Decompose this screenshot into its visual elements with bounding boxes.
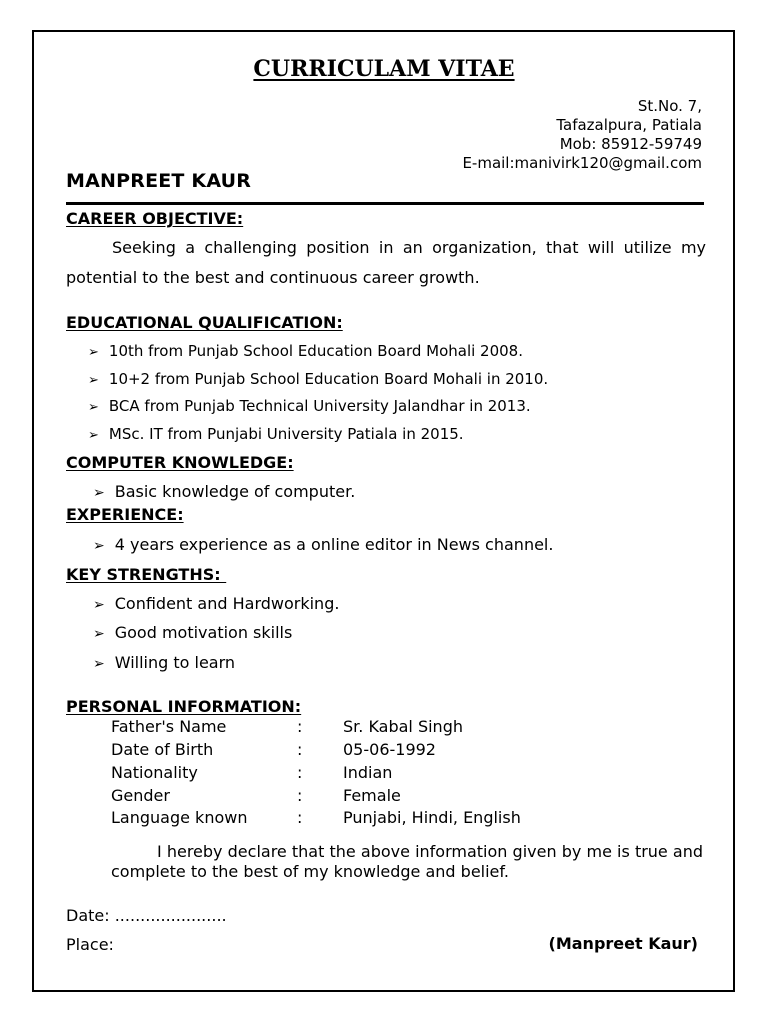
name-divider xyxy=(66,202,704,205)
key-strength-item xyxy=(93,623,292,642)
candidate-name: MANPREET KAUR xyxy=(66,170,252,192)
education-item xyxy=(88,370,548,388)
arrowhead-bullet-icon: ➢ xyxy=(88,400,99,415)
address-mobile: Mob: 85912-59749 xyxy=(559,135,702,153)
experience-item xyxy=(93,535,553,554)
career-objective-body: Seeking a challenging position in an organization, that will utilize my potential to the best and continuous career growth. xyxy=(66,238,706,287)
personal-info-row xyxy=(111,763,611,786)
education-item-text: MSc. IT from Punjabi University Patiala in 2015. xyxy=(108,425,464,443)
personal-info-label: Date of Birth xyxy=(111,740,214,759)
computer-knowledge-text: Basic knowledge of computer. xyxy=(114,482,356,501)
personal-info-value: 05-06-1992 xyxy=(343,740,436,759)
experience-text: 4 years experience as a online editor in News channel. xyxy=(114,535,554,554)
personal-info-value: Indian xyxy=(343,763,393,782)
signature-name: (Manpreet Kaur) xyxy=(548,934,698,953)
declaration-body: I hereby declare that the above information given by me is true and complete to the best of my knowledge and belief. xyxy=(111,842,703,881)
personal-info-row xyxy=(111,786,611,809)
key-strength-text: Confident and Hardworking. xyxy=(114,594,340,613)
career-objective-heading: CAREER OBJECTIVE: xyxy=(66,209,244,228)
personal-info-separator: : xyxy=(297,808,303,827)
education-item xyxy=(88,425,464,443)
arrowhead-bullet-icon: ➢ xyxy=(93,626,105,642)
arrowhead-bullet-icon: ➢ xyxy=(88,428,99,443)
experience-heading: EXPERIENCE: xyxy=(66,505,184,524)
address-email: E-mail:manivirk120@gmail.com xyxy=(462,154,702,172)
personal-info-row xyxy=(111,808,611,831)
date-line: Date: ...................... xyxy=(66,906,227,925)
address-street: St.No. 7, xyxy=(637,97,702,115)
education-item-text: BCA from Punjab Technical University Jalandhar in 2013. xyxy=(108,397,531,415)
education-item xyxy=(88,397,531,415)
page-title: CURRICULAM VITAE xyxy=(253,56,515,82)
personal-info-label: Nationality xyxy=(111,763,198,782)
education-heading: EDUCATIONAL QUALIFICATION: xyxy=(66,313,343,332)
address-locality: Tafazalpura, Patiala xyxy=(556,116,702,134)
career-objective-text xyxy=(66,233,706,293)
personal-info-separator: : xyxy=(297,717,303,736)
arrowhead-bullet-icon: ➢ xyxy=(93,656,105,672)
contact-address xyxy=(462,97,702,173)
education-item-text: 10th from Punjab School Education Board Mohali 2008. xyxy=(108,342,523,360)
education-item-text: 10+2 from Punjab School Education Board Mohali in 2010. xyxy=(108,370,549,388)
personal-info-value: Punjabi, Hindi, English xyxy=(343,808,521,827)
arrowhead-bullet-icon: ➢ xyxy=(93,485,105,501)
computer-knowledge-heading: COMPUTER KNOWLEDGE: xyxy=(66,453,294,472)
personal-info-label: Gender xyxy=(111,786,170,805)
place-line: Place: xyxy=(66,935,114,954)
education-item xyxy=(88,342,523,360)
personal-information-heading: PERSONAL INFORMATION: xyxy=(66,697,302,716)
key-strength-text: Willing to learn xyxy=(114,653,236,672)
arrowhead-bullet-icon: ➢ xyxy=(88,373,99,388)
personal-info-value: Female xyxy=(343,786,401,805)
arrowhead-bullet-icon: ➢ xyxy=(93,597,105,613)
key-strength-text: Good motivation skills xyxy=(114,623,293,642)
arrowhead-bullet-icon: ➢ xyxy=(93,538,105,554)
personal-info-row xyxy=(111,717,611,740)
personal-info-separator: : xyxy=(297,763,303,782)
personal-info-row xyxy=(111,740,611,763)
personal-info-separator: : xyxy=(297,786,303,805)
personal-info-label: Father's Name xyxy=(111,717,227,736)
key-strength-item xyxy=(93,653,235,672)
key-strengths-heading: KEY STRENGTHS: xyxy=(66,565,227,584)
personal-info-value: Sr. Kabal Singh xyxy=(343,717,463,736)
key-strength-item xyxy=(93,594,339,613)
computer-knowledge-item xyxy=(93,482,355,501)
personal-info-separator: : xyxy=(297,740,303,759)
declaration-text xyxy=(111,842,703,882)
arrowhead-bullet-icon: ➢ xyxy=(88,345,99,360)
personal-info-label: Language known xyxy=(111,808,248,827)
